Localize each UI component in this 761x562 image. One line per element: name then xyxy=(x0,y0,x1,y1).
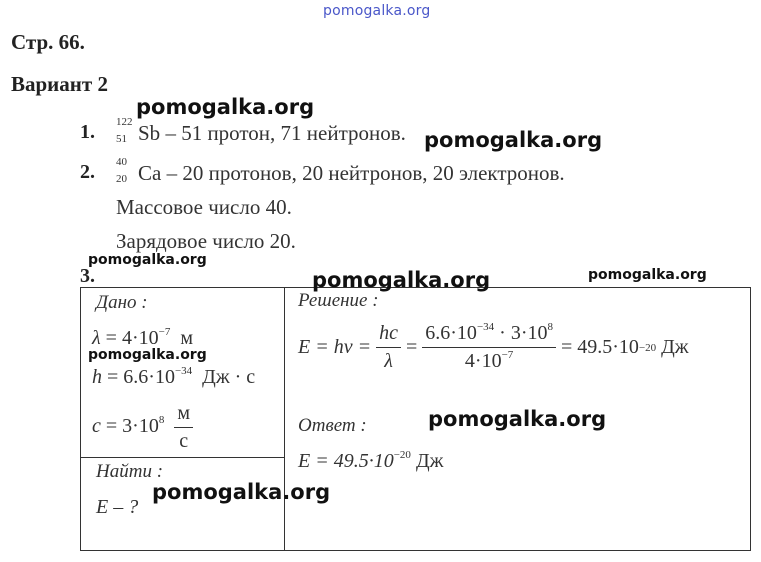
watermark: pomogalka.org xyxy=(588,267,707,283)
given-planck: $h = 6.6\cdot 10^{-34}$ Дж · с xyxy=(92,365,256,388)
find-expression: E – ? xyxy=(96,496,139,518)
watermark: pomogalka.org xyxy=(428,407,607,431)
problem-1-number: 1. xyxy=(80,121,95,143)
watermark: pomogalka.org xyxy=(312,268,491,292)
given-lambda: $\lambda = 4\cdot 10^{-7}$ м xyxy=(92,326,193,349)
problem-2-description: – 20 протонов, 20 нейтронов, 20 электронов. xyxy=(161,161,565,185)
atomic-number: 51 xyxy=(116,133,127,145)
problem-2-text xyxy=(116,156,565,186)
given-find-divider xyxy=(80,457,285,458)
watermark: pomogalka.org xyxy=(424,128,603,152)
watermark: pomogalka.org xyxy=(152,480,331,504)
page-number: Стр. 66. xyxy=(11,30,85,54)
element-symbol: Sb xyxy=(138,121,161,145)
solution-formula: E = hν = $\frac{hc}{\lambda}$ = $\frac{6.6\cdot 10^{-34} \cdot 3\cdot 10^8}{4\cdot 10^{-7}}$ = 49.5·10 −20 Дж xyxy=(298,321,689,372)
given-header: Дано : xyxy=(96,292,148,313)
table-left-border xyxy=(80,287,81,551)
watermark: pomogalka.org xyxy=(88,347,207,363)
atomic-number: 20 xyxy=(116,173,127,185)
problem-2-number: 2. xyxy=(80,161,95,183)
nuclide-sb xyxy=(116,116,138,146)
charge-number-line: Зарядовое число 20. xyxy=(116,229,296,253)
watermark: pomogalka.org xyxy=(88,252,207,268)
nuclide-ca xyxy=(116,156,138,186)
table-right-border xyxy=(750,287,751,551)
problem-1-text xyxy=(116,116,406,146)
answer-expression: $E = 49.5\cdot 10^{-20}$ Дж xyxy=(298,449,444,472)
problem-3-number: 3. xyxy=(80,265,95,287)
watermark-top: pomogalka.org xyxy=(323,3,431,19)
table-bottom-border xyxy=(80,550,751,551)
problem-1-description: – 51 протон, 71 нейтронов. xyxy=(160,121,406,145)
mass-number: 122 xyxy=(116,116,133,128)
table-divider xyxy=(284,287,285,551)
variant-title: Вариант 2 xyxy=(11,72,108,96)
given-light-speed: $c = 3\cdot 10^8$ $\frac{м}{с}$ xyxy=(92,402,193,453)
find-header: Найти : xyxy=(96,461,164,482)
answer-header: Ответ : xyxy=(298,415,367,436)
mass-number-line: Массовое число 40. xyxy=(116,195,292,219)
solution-header: Решение : xyxy=(298,290,379,311)
watermark: pomogalka.org xyxy=(136,95,315,119)
element-symbol: Ca xyxy=(138,161,162,185)
mass-number: 40 xyxy=(116,156,127,168)
